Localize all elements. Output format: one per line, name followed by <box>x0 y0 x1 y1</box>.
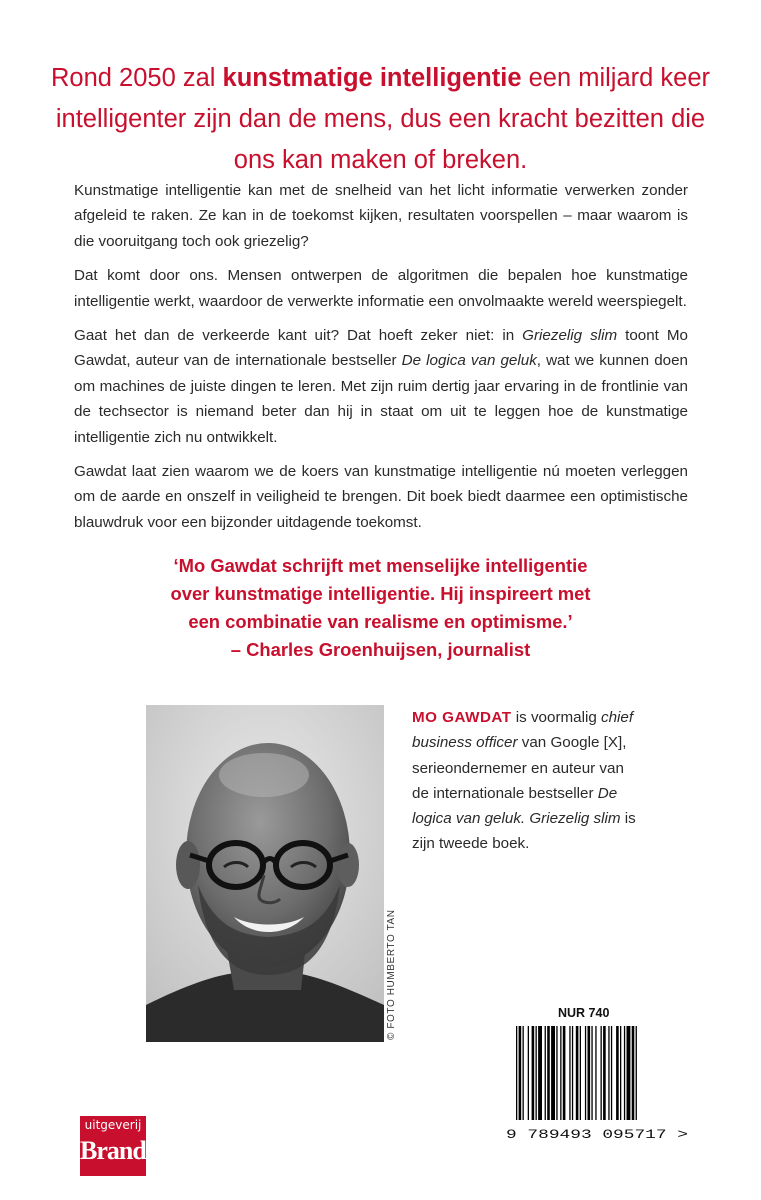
nur-code: NUR 740 <box>558 1006 610 1020</box>
author-bio <box>412 705 642 857</box>
headline-pre: Rond 2050 zal <box>50 64 223 92</box>
bio-text-b: van Google [X], serieondernemer en auteur van de internationale bestseller <box>412 734 627 802</box>
logo-bottom-text: Brandt <box>80 1136 154 1165</box>
blurb-paragraph-2: Dat komt door ons. Mensen ontwerpen de algoritmen die bepalen hoe kunstmatige intelligentie werkt, waardoor de verwerkte informatie een onvolmaakte wereld weerspiegelt. <box>74 267 688 310</box>
press-quote <box>40 552 721 664</box>
isbn-barcode <box>502 1022 692 1142</box>
blurb <box>74 178 688 544</box>
quote-attribution: – Charles Groenhuijsen, journalist <box>230 639 531 660</box>
isbn-text: 9 789493 095717 > <box>506 1127 689 1142</box>
quote-line-1: ‘Mo Gawdat schrijft met menselijke intelligentie <box>173 555 588 576</box>
book-title-logica-van-geluk: De logica van geluk <box>401 352 537 370</box>
headline <box>40 58 721 181</box>
blurb-paragraph-4: Gawdat laat zien waarom we de koers van kunstmatige intelligentie nú moeten verleggen om de aarde en onszelf in veiligheid te brengen. Dit boek biedt daarmee een optimistische blauwdruk voor een bijzonder uitdagende toekomst. <box>74 463 688 531</box>
bio-books: De logica van geluk. Griezelig slim <box>412 784 621 828</box>
quote-line-3: een combinatie van realisme en optimisme.’ <box>188 611 573 632</box>
photo-credit: © FOTO HUMBERTO TAN <box>386 909 397 1040</box>
logo-top-text: uitgeverij <box>84 1118 142 1132</box>
book-title-griezelig-slim: Griezelig slim <box>522 327 618 345</box>
author-name: MO GAWDAT <box>412 709 512 726</box>
author-portrait-illustration <box>146 705 384 1042</box>
publisher-logo <box>80 1116 154 1176</box>
headline-bold: kunstmatige intelligentie <box>222 64 522 92</box>
blurb-paragraph-1: Kunstmatige intelligentie kan met de snelheid van het licht informatie verwerken zonder afgeleid te raken. Ze kan in de toekomst kijken, resultaten voorspellen – maar waarom is die vooruitgang toch ook griezelig? <box>74 182 688 250</box>
blurb-p3-a: Gaat het dan de verkeerde kant uit? Dat hoeft zeker niet: in <box>74 327 523 345</box>
bio-text-a: is voormalig <box>511 709 602 726</box>
blurb-p3-c: , wat we kunnen doen om machines de juiste dingen te leren. Met zijn ruim dertig jaar ervaring in de frontlinie van de techsector is niemand beter dan hij in staat om uit te leggen hoe de kunstmatige intelligentie zich nu ontwikkelt. <box>74 352 688 446</box>
author-photo <box>146 705 384 1042</box>
blurb-p3-b: toont Mo Gawdat, auteur van de internationale bestseller <box>74 327 689 370</box>
headline-post: een miljard keer intelligenter zijn dan de mens, dus een kracht bezitten die ons kan maken of breken. <box>55 64 710 174</box>
bio-text-c: is zijn tweede boek. <box>412 810 636 853</box>
bio-role: chief business officer <box>412 709 634 752</box>
quote-line-2: over kunstmatige intelligentie. Hij inspireert met <box>170 583 591 604</box>
blurb-paragraph-3 <box>74 323 688 450</box>
